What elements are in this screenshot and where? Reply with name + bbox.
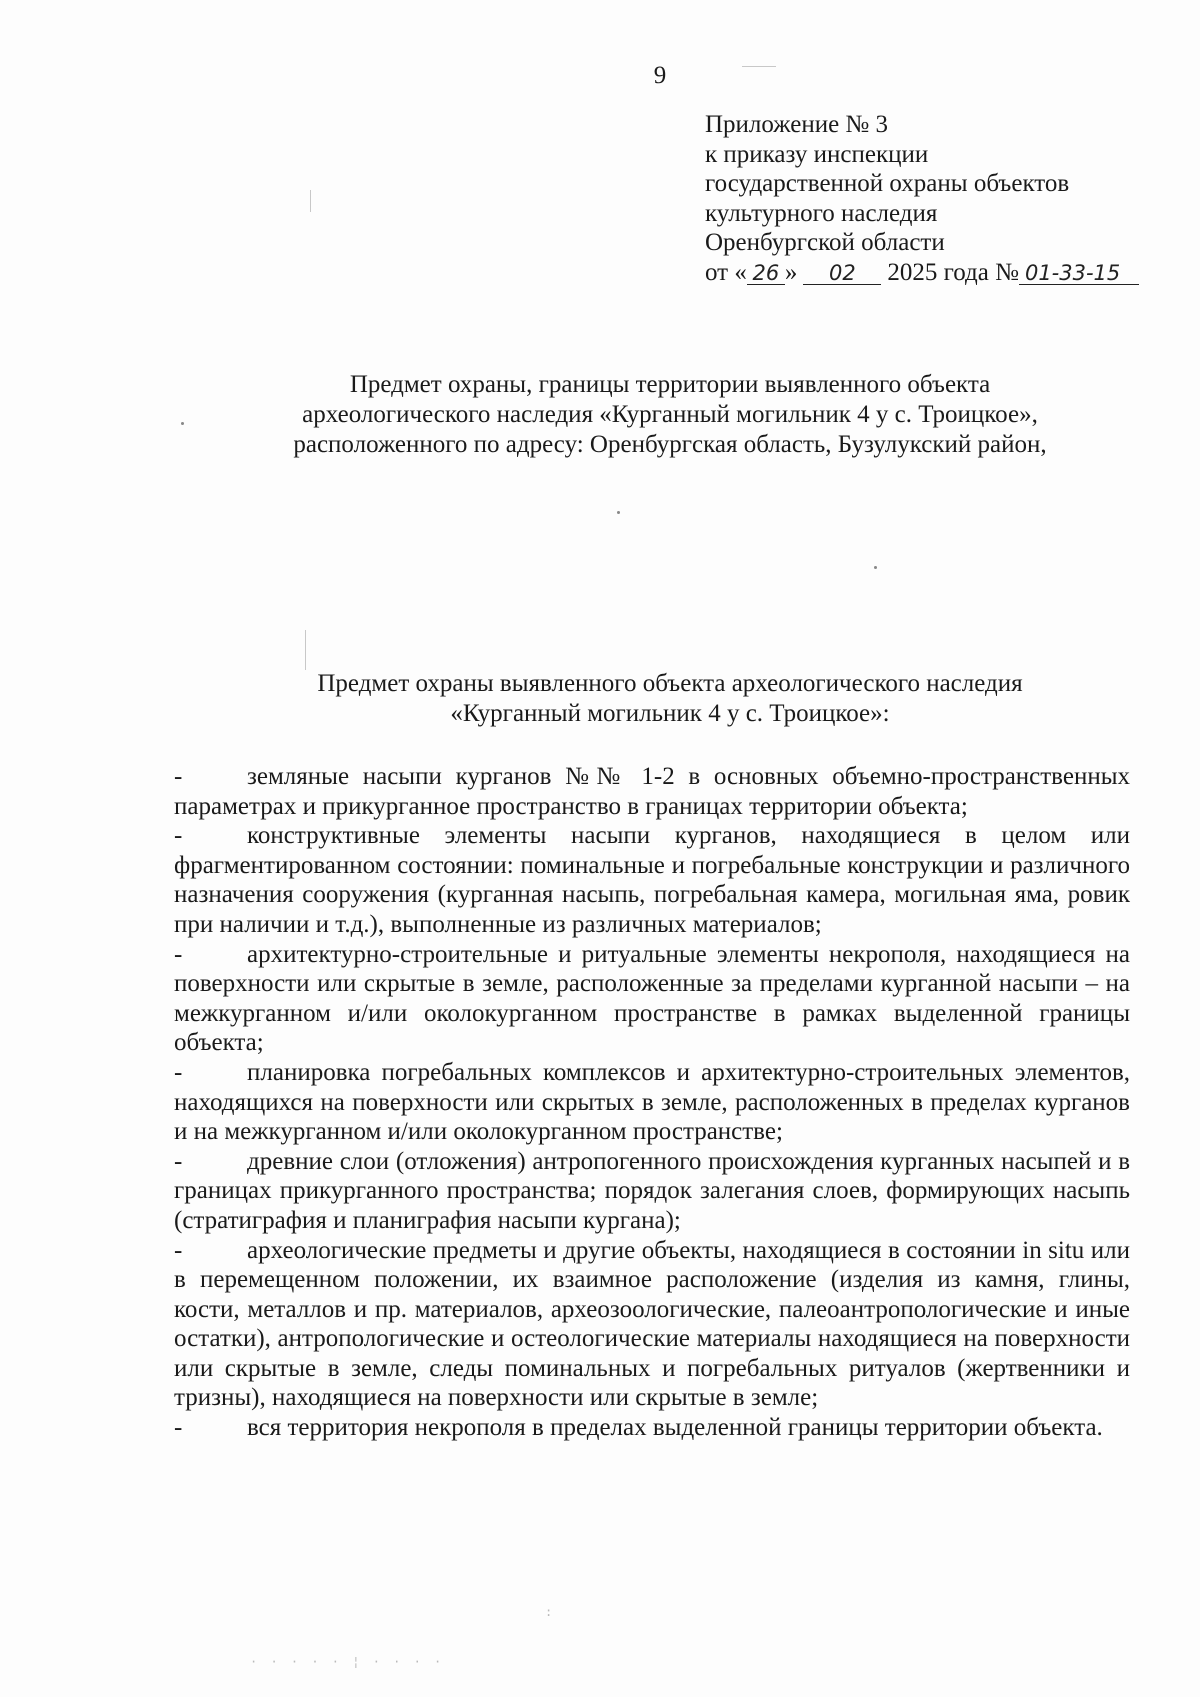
scan-artifact xyxy=(305,630,306,670)
document-title xyxy=(170,370,1170,460)
appendix-line: к приказу инспекции xyxy=(705,140,929,168)
scan-artifact xyxy=(742,66,776,67)
item-marker: - xyxy=(174,1236,183,1264)
list-item xyxy=(174,762,1130,821)
appendix-line: культурного наследия xyxy=(705,199,938,227)
appendix-line: Оренбургской области xyxy=(705,229,945,256)
item-text: конструктивные элементы насыпи курганов, находящиеся в целом или фрагментированном состоянии: поминальные и погребальные конструкции и различного назначения сооружения (курганная насыпь, погребальная камера, могильная яма, ровик при наличии и т.д.), выполненные из различных материалов; xyxy=(174,822,1130,938)
list-item xyxy=(174,1413,1130,1443)
appendix-line: государственной охраны объектов xyxy=(705,170,1070,197)
scan-artifact xyxy=(310,190,311,212)
title-line: расположенного по адресу: Оренбургская область, Бузулукский район, xyxy=(293,431,1047,458)
item-text: планировка погребальных комплексов и архитектурно-строительных элементов, находящихся на поверхности или скрытых в земле, расположенных в пределах курганов и на межкурганном и/или околокурганном пространстве; xyxy=(174,1058,1130,1146)
item-text: архитектурно-строительные и ритуальные элементы некрополя, находящиеся на поверхности или скрытые в земле, расположенные за пределами курганной насыпи – на межкурганном и/или околокурганном пространстве в рамках выделенной границы объекта; xyxy=(174,940,1130,1057)
scan-artifact: : xyxy=(545,1605,556,1619)
appendix-header xyxy=(705,110,1175,287)
list-item xyxy=(174,821,1130,939)
list-item xyxy=(174,1236,1130,1414)
appendix-line: Приложение № 3 xyxy=(705,111,889,138)
date-year: 2025 года № xyxy=(887,258,1019,286)
date-prefix: от « xyxy=(705,258,747,286)
title-line: Предмет охраны, границы территории выявленного объекта xyxy=(349,371,991,398)
scan-artifact xyxy=(617,511,620,514)
order-date-line xyxy=(705,258,1175,288)
list-item xyxy=(174,1058,1130,1147)
item-marker: - xyxy=(174,940,183,968)
item-marker: - xyxy=(174,763,183,790)
scan-artifact xyxy=(181,422,184,425)
handwritten-day: 26 xyxy=(747,262,785,285)
subject-heading xyxy=(170,669,1170,729)
subject-line: Предмет охраны выявленного объекта археологического наследия xyxy=(317,670,1023,697)
subject-line: «Курганный могильник 4 у с. Троицкое»: xyxy=(450,700,890,727)
handwritten-month: 02 xyxy=(803,262,881,285)
date-mid: » xyxy=(784,258,798,286)
scan-artifact: · · · · · ¦ · · · · xyxy=(250,1655,445,1669)
item-marker: - xyxy=(174,1414,183,1442)
scan-artifact xyxy=(874,566,877,569)
item-text: земляные насыпи курганов №№ 1-2 в основных объемно-пространственных параметрах и прикурганное пространство в границах территории объекта; xyxy=(174,763,1130,820)
page-number: 9 xyxy=(653,62,667,89)
item-marker: - xyxy=(174,1147,183,1175)
title-line: археологического наследия «Курганный могильник 4 у с. Троицкое», xyxy=(302,401,1038,428)
item-text: древние слои (отложения) антропогенного происхождения курганных насыпей и в границах прикурганного пространства; порядок залегания слоев, формирующих насыпь (стратиграфия и планиграфия насыпи кургана); xyxy=(174,1147,1130,1234)
item-text: археологические предметы и другие объекты, находящиеся в состоянии in situ или в перемещенном положении, их взаимное расположение (изделия из камня, глины, кости, металлов и пр. материалов, археозоологические, палеоантропологические и иные остатки), антропологические и остеологические материалы находящиеся на поверхности или скрытые в земле, следы поминальных и погребальных ритуалов (жертвенники и тризны), находящиеся на поверхности или скрытые в земле; xyxy=(174,1236,1130,1412)
protection-items-list xyxy=(174,762,1130,1443)
item-marker: - xyxy=(174,1058,183,1086)
list-item xyxy=(174,1147,1130,1236)
item-marker: - xyxy=(174,822,183,850)
handwritten-order-number: 01-33-15 xyxy=(1019,262,1139,285)
list-item xyxy=(174,940,1130,1058)
item-text: вся территория некрополя в пределах выделенной границы территории объекта. xyxy=(247,1414,1103,1442)
